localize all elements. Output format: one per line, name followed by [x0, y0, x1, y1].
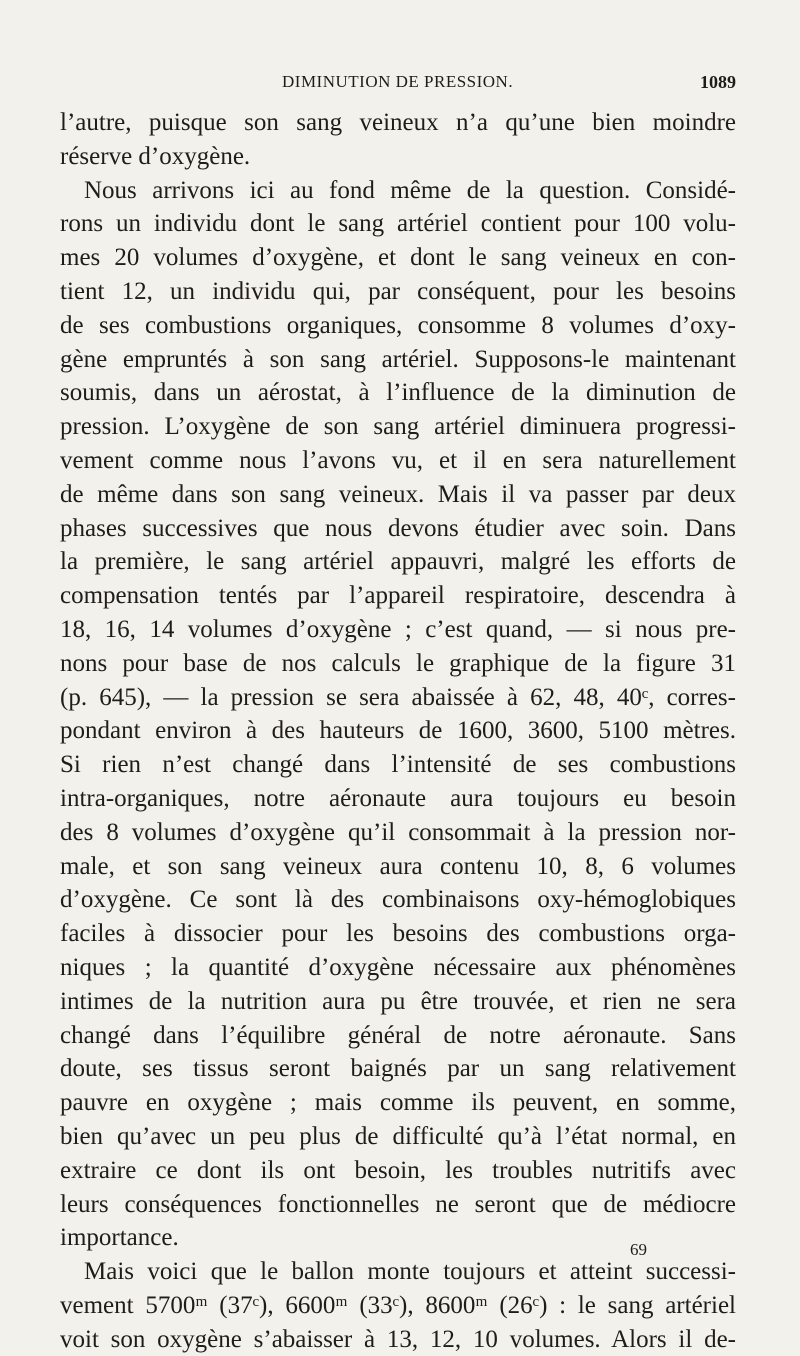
text-line: tient 12, un individu qui, par conséquent, pour les besoins [60, 277, 736, 305]
text-line: Nous arrivons ici au fond même de la question. Considé- [84, 176, 736, 204]
text-line: vement comme nous l’avons vu, et il en sera naturellement [60, 446, 736, 474]
text-line: voit son oxygène s’abaisser à 13, 12, 10 volumes. Alors il de- [60, 1325, 736, 1353]
text-line: doute, ses tissus seront baignés par un sang relativement [60, 1055, 736, 1083]
text-line: mes 20 volumes d’oxygène, et dont le sang veineux en con- [60, 244, 736, 272]
text-line: changé dans l’équilibre général de notre aéronaute. Sans [60, 1021, 736, 1049]
text-line: vement 5700ᵐ (37ᶜ), 6600ᵐ (33ᶜ), 8600ᵐ (26ᶜ) : le sang artériel [60, 1291, 736, 1319]
text-line: l’autre, puisque son sang veineux n’a qu’une bien moindre [60, 109, 736, 136]
text-line: Mais voici que le ballon monte toujours et atteint successi- [84, 1258, 736, 1286]
text-line: leurs conséquences fonctionnelles ne seront que de médiocre [60, 1190, 736, 1218]
text-line: d’oxygène. Ce sont là des combinaisons oxy-hémoglobiques [60, 886, 736, 914]
text-line: rons un individu dont le sang artériel contient pour 100 volu- [60, 210, 736, 238]
body-text [60, 106, 736, 1356]
page-header [60, 72, 736, 100]
text-line: de ses combustions organiques, consomme 8 volumes d’oxy- [60, 311, 736, 339]
text-line: intra-organiques, notre aéronaute aura toujours eu besoin [60, 784, 736, 812]
page-number: 1089 [700, 72, 736, 92]
text-line: réserve d’oxygène. [60, 142, 251, 170]
text-line: soumis, dans un aérostat, à l’influence de la diminution de [60, 379, 736, 407]
text-line: extraire ce dont ils ont besoin, les troubles nutritifs avec [60, 1156, 736, 1184]
text-line: la première, le sang artériel appauvri, malgré les efforts de [60, 548, 736, 576]
text-line: de même dans son sang veineux. Mais il va passer par deux [60, 480, 736, 508]
text-line: nons pour base de nos calculs le graphique de la figure 31 [60, 649, 736, 677]
printer-signature: 69 [630, 1240, 647, 1259]
text-line: phases successives que nous devons étudier avec soin. Dans [60, 514, 736, 542]
text-line: male, et son sang veineux aura contenu 10, 8, 6 volumes [60, 852, 736, 880]
text-line: gène empruntés à son sang artériel. Supposons-le maintenant [60, 345, 736, 373]
text-line: pauvre en oxygène ; mais comme ils peuvent, en somme, [60, 1089, 736, 1117]
text-line: bien qu’avec un peu plus de difficulté qu’à l’état normal, en [60, 1122, 736, 1150]
text-line: niques ; la quantité d’oxygène nécessaire aux phénomènes [60, 953, 736, 981]
text-line: (p. 645), — la pression se sera abaissée à 62, 48, 40ᶜ, corres- [60, 683, 736, 711]
text-line: faciles à dissocier pour les besoins des combustions orga- [60, 920, 736, 948]
text-line: 18, 16, 14 volumes d’oxygène ; c’est quand, — si nous pre- [60, 615, 736, 643]
running-title: DIMINUTION DE PRESSION. [282, 72, 514, 91]
text-line: importance. [60, 1224, 179, 1252]
text-line: intimes de la nutrition aura pu être trouvée, et rien ne sera [60, 987, 736, 1015]
text-line: pression. L’oxygène de son sang artériel diminuera progressi- [60, 413, 736, 441]
text-line: pondant environ à des hauteurs de 1600, 3600, 5100 mètres. [60, 717, 736, 745]
text-line: des 8 volumes d’oxygène qu’il consommait à la pression nor- [60, 818, 736, 846]
text-line: Si rien n’est changé dans l’intensité de ses combustions [60, 751, 736, 779]
text-line: compensation tentés par l’appareil respiratoire, descendra à [60, 582, 736, 610]
